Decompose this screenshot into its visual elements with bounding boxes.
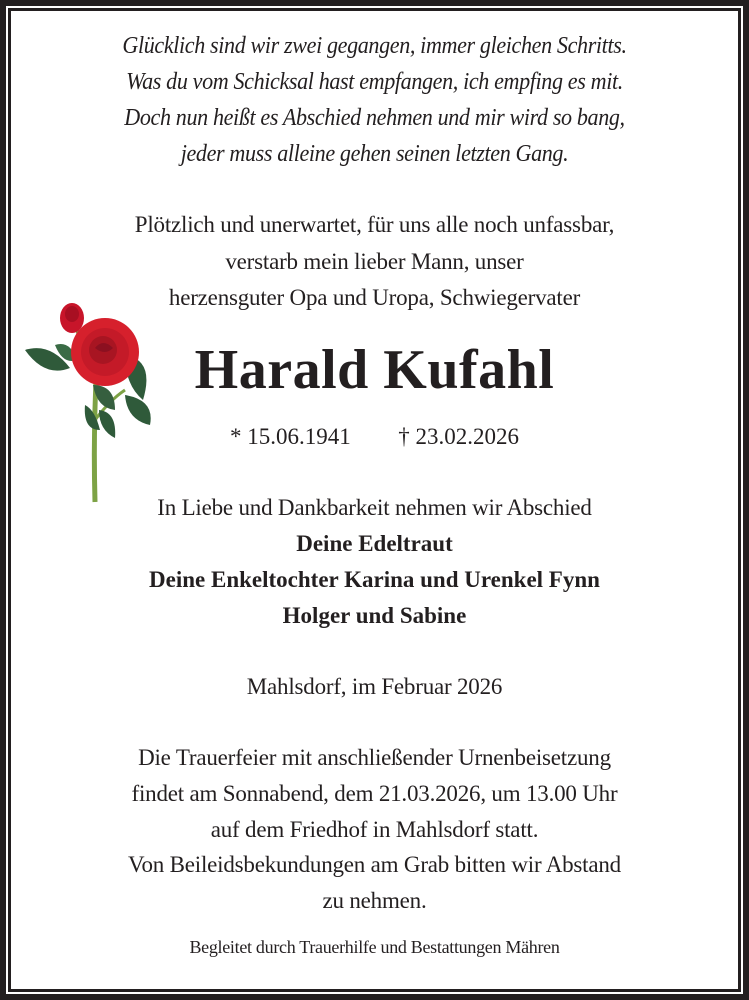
- funeral-home-credit: Begleitet durch Trauerhilfe und Bestattungen Mähren: [189, 937, 560, 957]
- life-dates: [0, 424, 749, 450]
- deceased-name: Harald Kufahl: [194, 339, 555, 401]
- ceremony-line: zu nehmen.: [322, 888, 427, 913]
- mourner-line: Deine Enkeltochter Karina und Urenkel Fynn: [149, 567, 600, 592]
- ceremony-line: Die Trauerfeier mit anschließender Urnenbeisetzung: [138, 745, 611, 770]
- ceremony-line: auf dem Friedhof in Mahlsdorf statt.: [210, 817, 539, 842]
- farewell-intro: In Liebe und Dankbarkeit nehmen wir Abschied: [157, 495, 592, 520]
- birth-date: * 15.06.1941: [230, 424, 351, 449]
- ceremony-line: findet am Sonnabend, dem 21.03.2026, um 13.00 Uhr: [131, 781, 618, 806]
- intro-line: Plötzlich und unerwartet, für uns alle noch unfassbar,: [134, 212, 615, 237]
- mourner-line: Deine Edeltraut: [296, 531, 453, 556]
- poem-line: jeder muss alleine gehen seinen letzten Gang.: [180, 141, 569, 167]
- poem-line: Was du vom Schicksal hast empfangen, ich empfing es mit.: [126, 69, 623, 95]
- ceremony-line: Von Beileidsbekundungen am Grab bitten wir Abstand: [128, 852, 621, 877]
- death-date: † 23.02.2026: [398, 424, 519, 449]
- intro-line: herzensguter Opa und Uropa, Schwiegervater: [168, 285, 581, 310]
- place-date: Mahlsdorf, im Februar 2026: [246, 674, 503, 699]
- poem-line: Glücklich sind wir zwei gegangen, immer gleichen Schritts.: [122, 33, 627, 59]
- poem-line: Doch nun heißt es Abschied nehmen und mir wird so bang,: [124, 105, 625, 131]
- intro-line: verstarb mein lieber Mann, unser: [225, 249, 524, 274]
- mourner-line: Holger und Sabine: [282, 603, 467, 628]
